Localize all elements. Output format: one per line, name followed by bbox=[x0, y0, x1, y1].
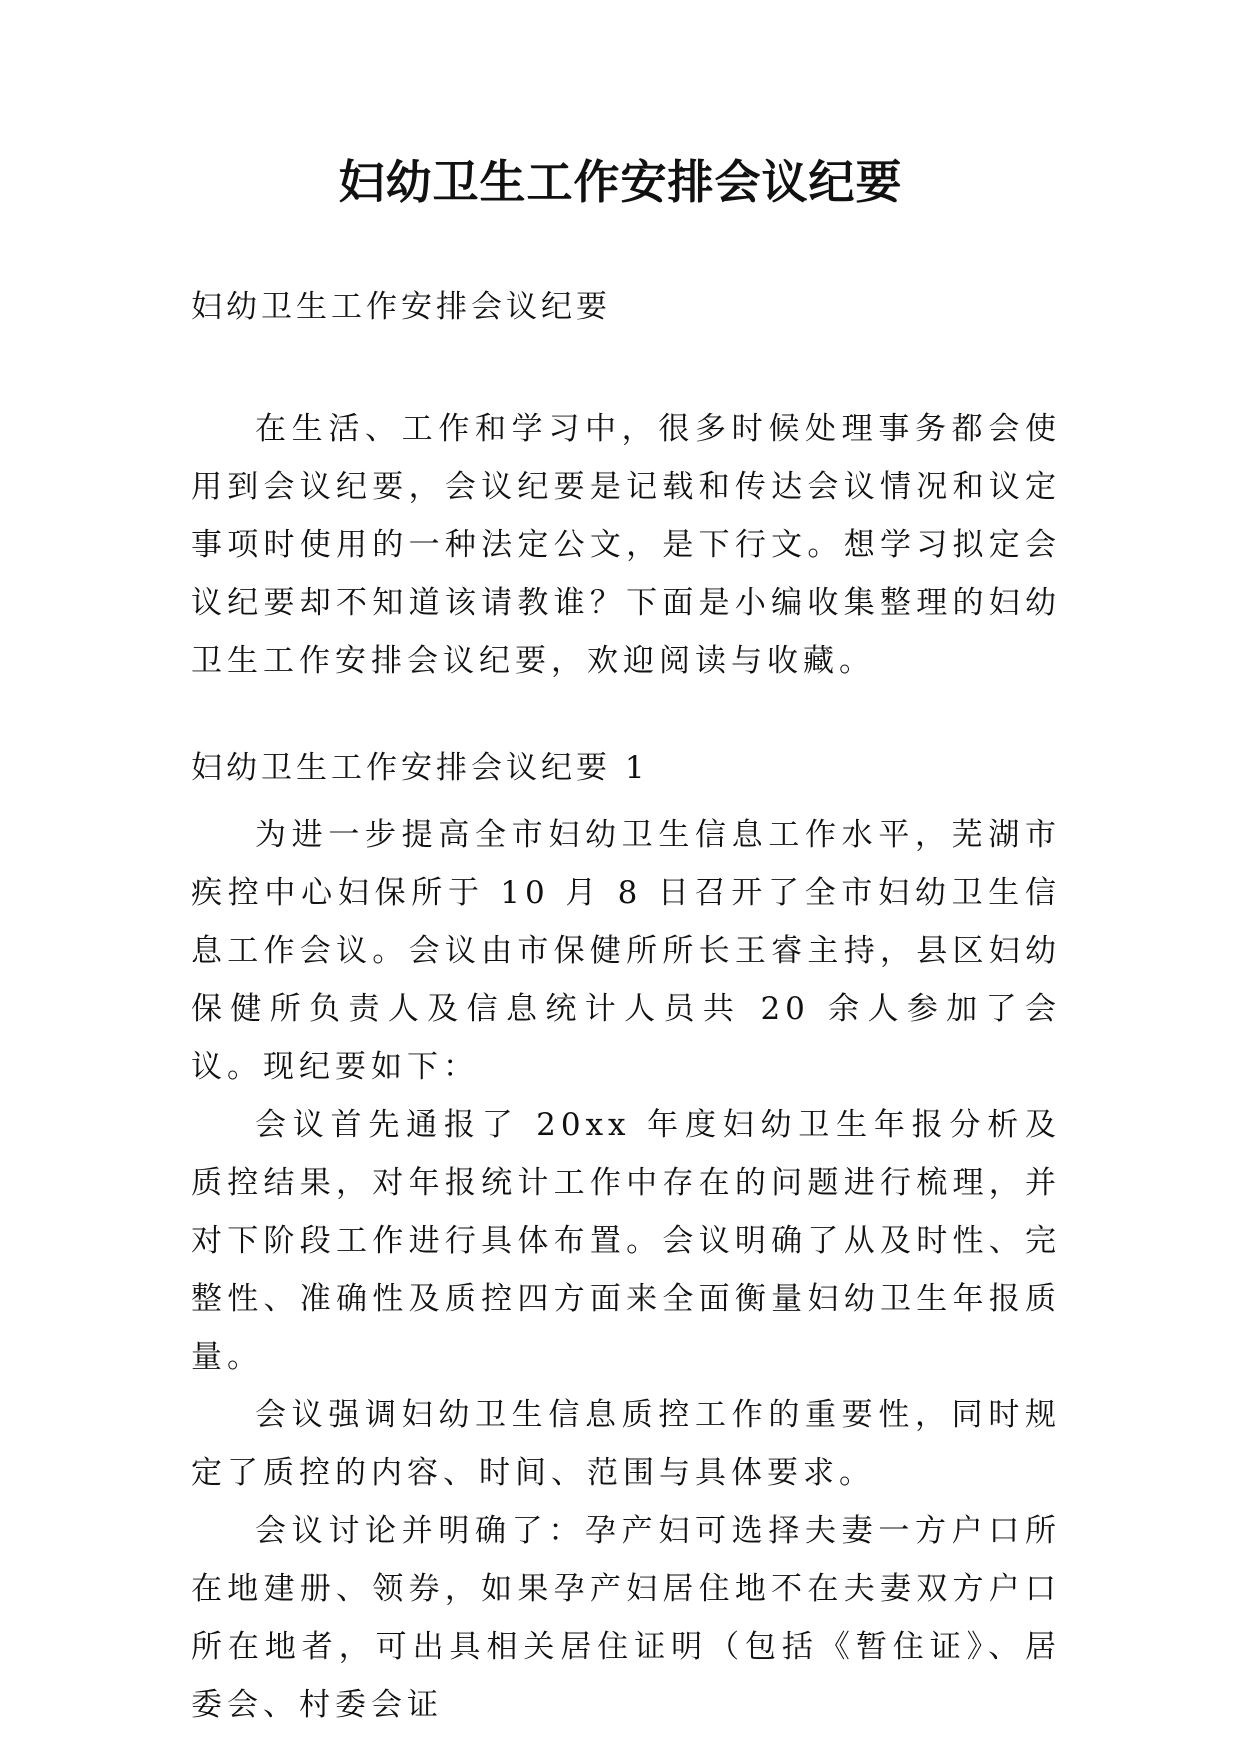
section-heading: 妇幼卫生工作安排会议纪要 1 bbox=[191, 750, 649, 786]
body-paragraph: 会议讨论并明确了：孕产妇可选择夫妻一方户口所在地建册、领券，如果孕产妇居住地不在夫妻双方户口所在地者，可出具相关居住证明（包括《暂住证》、居委会、村委会证 bbox=[191, 1513, 1061, 1723]
document-body bbox=[191, 287, 1061, 1734]
body-paragraph: 为进一步提高全市妇幼卫生信息工作水平，芜湖市疾控中心妇保所于 10 月 8 日召开了全市妇幼卫生信息工作会议。会议由市保健所所长王睿主持，县区妇幼保健所负责人及信息统计人员共 20 余人参加了会议。现纪要如下： bbox=[191, 817, 1061, 1085]
body-paragraph: 会议强调妇幼卫生信息质控工作的重要性，同时规定了质控的内容、时间、范围与具体要求。 bbox=[191, 1397, 1061, 1491]
document-title: 妇幼卫生工作安排会议纪要 bbox=[338, 155, 903, 209]
body-paragraph: 会议首先通报了 20xx 年度妇幼卫生年报分析及质控结果，对年报统计工作中存在的问题进行梳理，并对下阶段工作进行具体布置。会议明确了从及时性、完整性、准确性及质控四方面来全面衡量妇幼卫生年报质量。 bbox=[191, 1107, 1061, 1375]
intro-paragraph: 在生活、工作和学习中，很多时候处理事务都会使用到会议纪要，会议纪要是记载和传达会议情况和议定事项时使用的一种法定公文，是下行文。想学习拟定会议纪要却不知道该请教谁？下面是小编收集整理的妇幼卫生工作安排会议纪要，欢迎阅读与收藏。 bbox=[191, 411, 1061, 679]
document-subtitle: 妇幼卫生工作安排会议纪要 bbox=[191, 289, 611, 325]
